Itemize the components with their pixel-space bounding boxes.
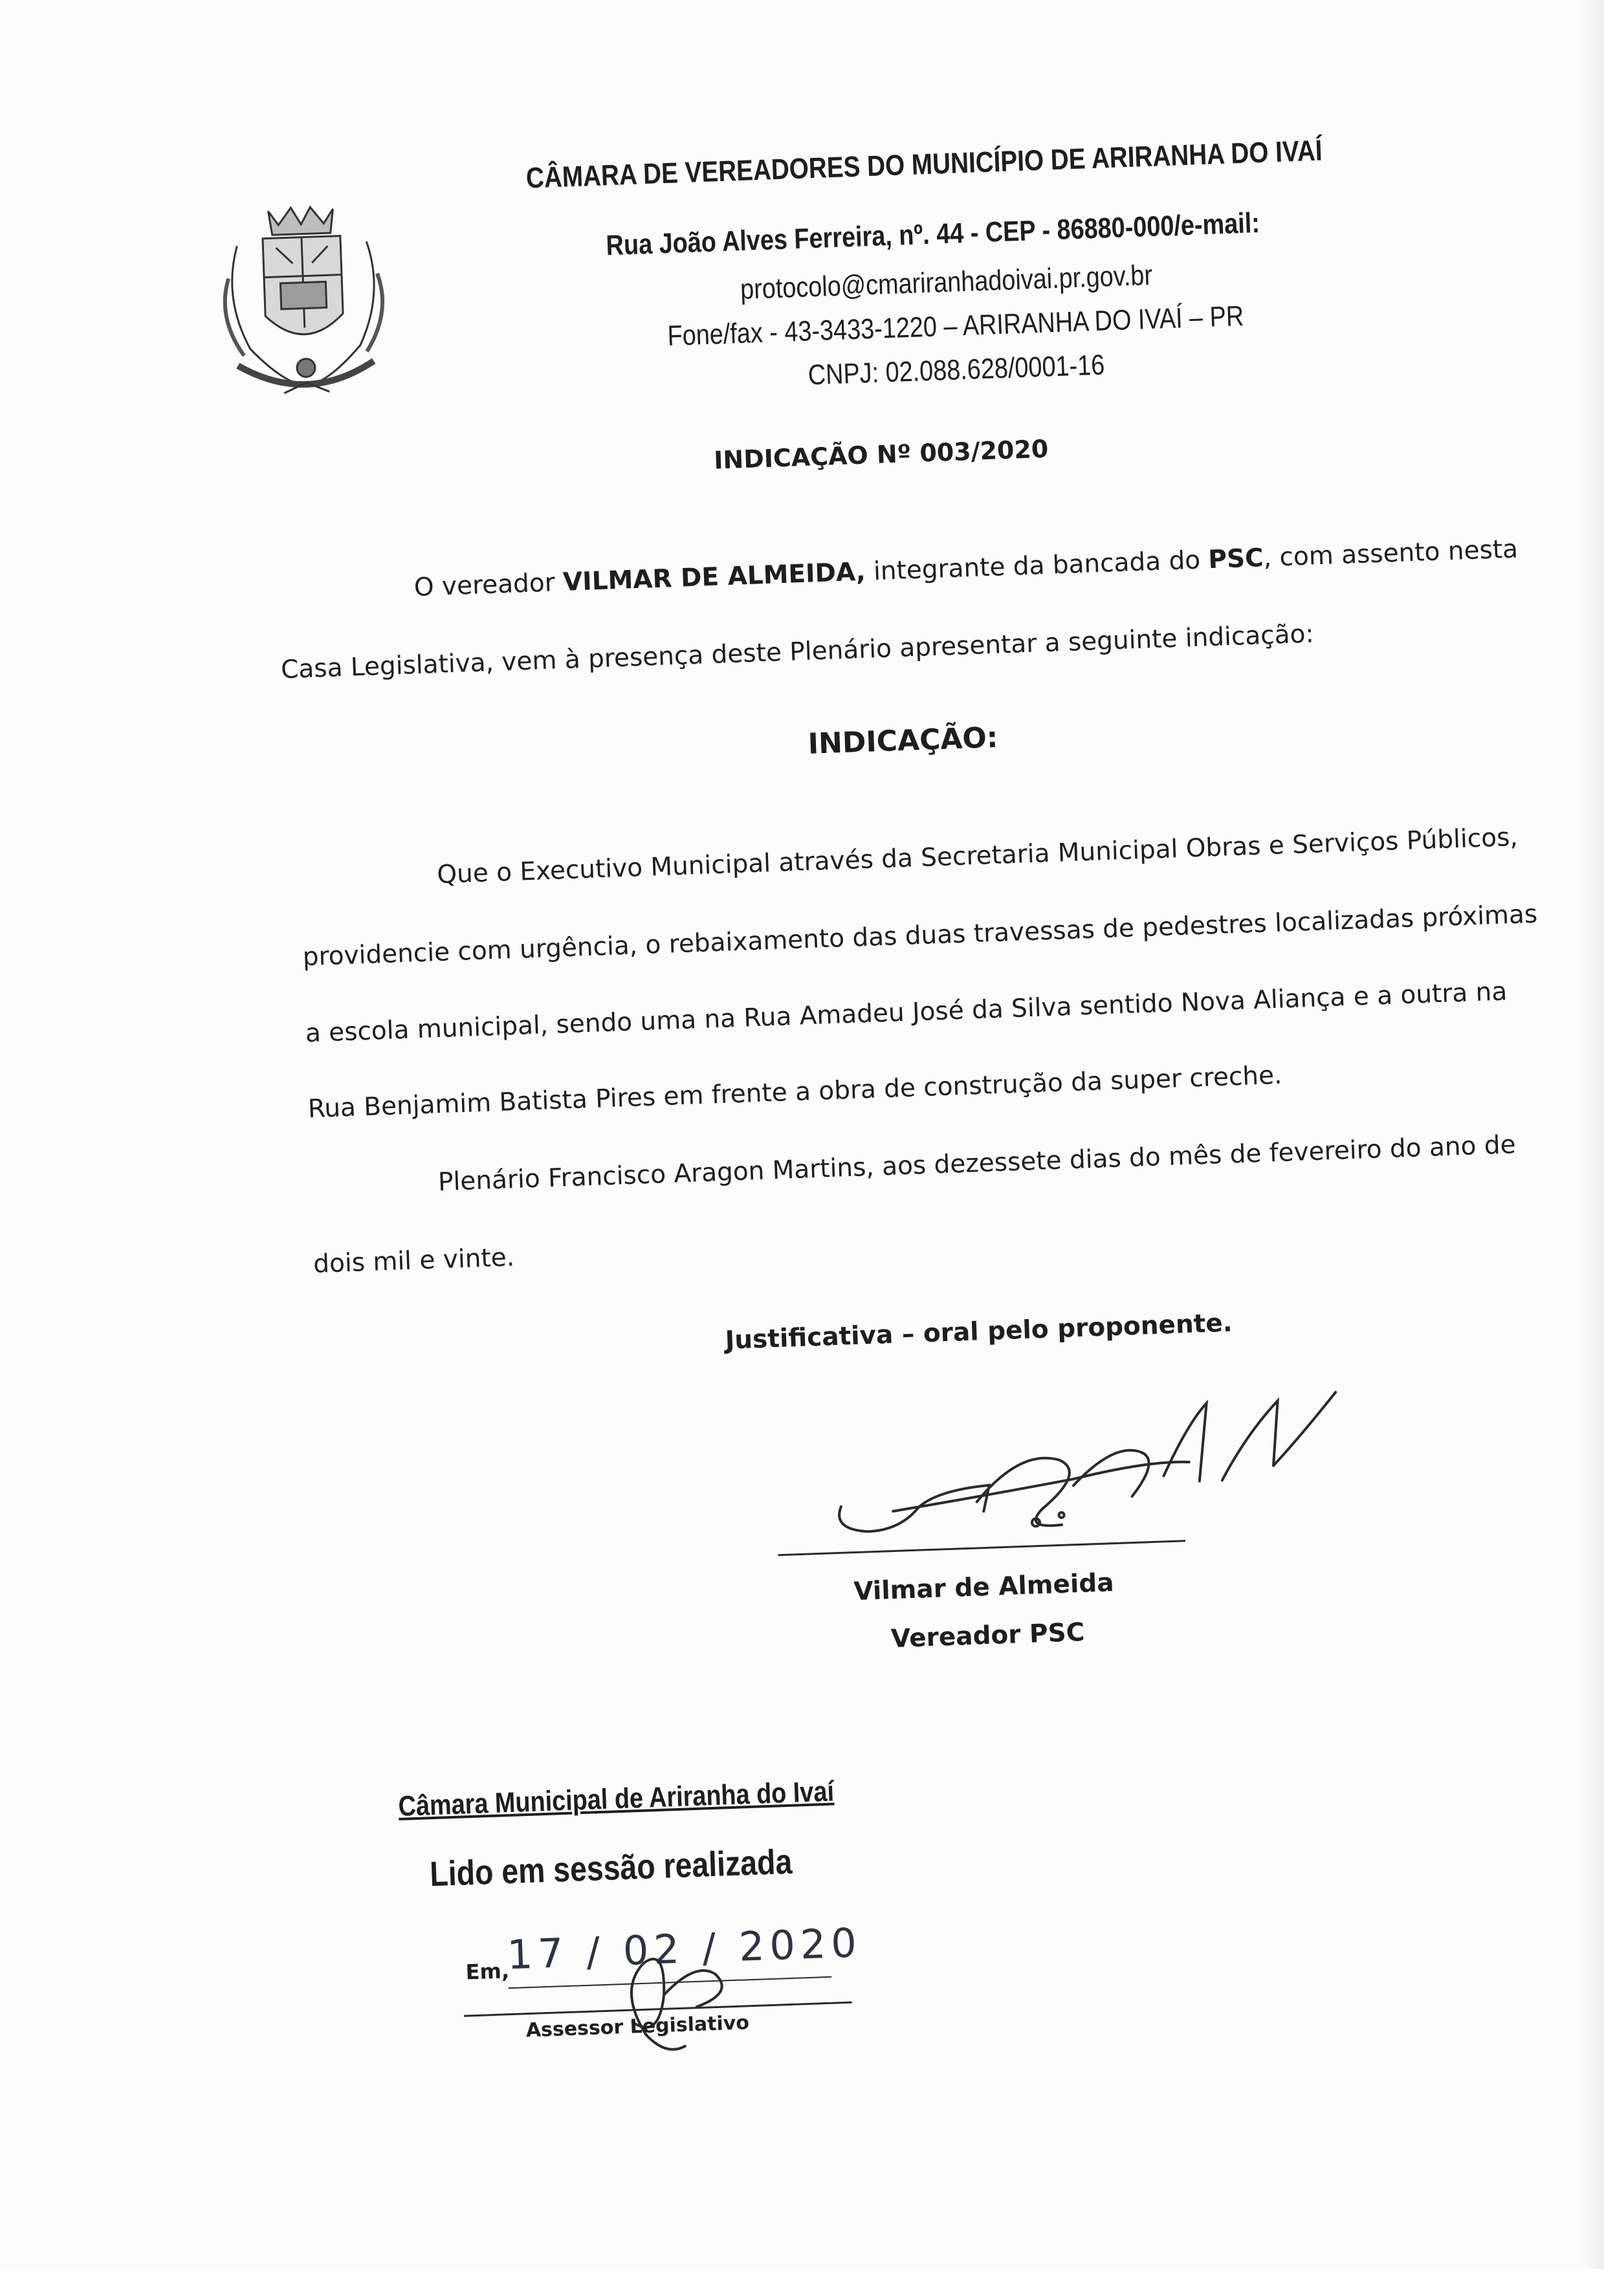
- header-title: CÂMARA DE VEREADORES DO MUNICÍPIO DE ARIRANHA DO IVAÍ: [525, 133, 1323, 195]
- section-title: INDICAÇÃO:: [807, 721, 999, 761]
- body-line: Que o Executivo Municipal através da Secretaria Municipal Obras e Serviços Públicos,: [436, 822, 1519, 890]
- body-line: Rua Benjamim Batista Pires em frente a obra de construção da super creche.: [307, 1060, 1283, 1124]
- stamp-status: Lido em sessão realizada: [429, 1842, 793, 1894]
- header-email: protocolo@cmariranhadoivai.pr.gov.br: [740, 259, 1153, 306]
- stamp-initials-signature: [604, 1932, 789, 2068]
- party-name: PSC: [1207, 543, 1264, 575]
- coat-of-arms-icon: [200, 195, 408, 415]
- intro-middle: integrante da bancada do: [864, 545, 1209, 587]
- handwritten-signature: [824, 1359, 1361, 1571]
- header-phone: Fone/fax - 43-3433-1220 – ARIRANHA DO IVAÍ – PR: [666, 300, 1244, 353]
- header-address: Rua João Alves Ferreira, nº. 44 - CEP - 86880-000/e-mail:: [605, 207, 1260, 262]
- body-line: Plenário Francisco Aragon Martins, aos dezessete dias do mês de fevereiro do ano de: [437, 1130, 1517, 1197]
- header-cnpj: CNPJ: 02.088.628/0001-16: [807, 349, 1106, 391]
- justification: Justificativa – oral pelo proponente.: [725, 1308, 1233, 1355]
- document-number: INDICAÇÃO Nº 003/2020: [713, 434, 1049, 475]
- stamp-role: Assessor Legislativo: [525, 2011, 750, 2042]
- intro-suffix: , com assento nesta: [1262, 534, 1519, 573]
- stamp-date: 17 / 02 / 2020: [506, 1919, 862, 1979]
- body-line: dois mil e vinte.: [313, 1243, 515, 1280]
- body-line: providencie com urgência, o rebaixamento das duas travessas de pedestres localizadas próximas: [302, 899, 1538, 972]
- stamp-title: Câmara Municipal de Ariranha do Ivaí: [397, 1775, 835, 1822]
- intro-line-1: [413, 534, 1519, 602]
- signer-role: Vereador PSC: [890, 1617, 1086, 1654]
- intro-prefix: O vereador: [413, 567, 564, 602]
- signer-name: Vilmar de Almeida: [853, 1568, 1115, 1607]
- councilor-name: VILMAR DE ALMEIDA,: [562, 557, 866, 597]
- body-line: a escola municipal, sendo uma na Rua Amadeu José da Silva sentido Nova Aliança e a outra na: [305, 977, 1508, 1049]
- intro-line-2: Casa Legislativa, vem à presença deste Plenário apresentar a seguinte indicação:: [280, 619, 1315, 685]
- stamp-date-label: Em,: [465, 1958, 510, 1985]
